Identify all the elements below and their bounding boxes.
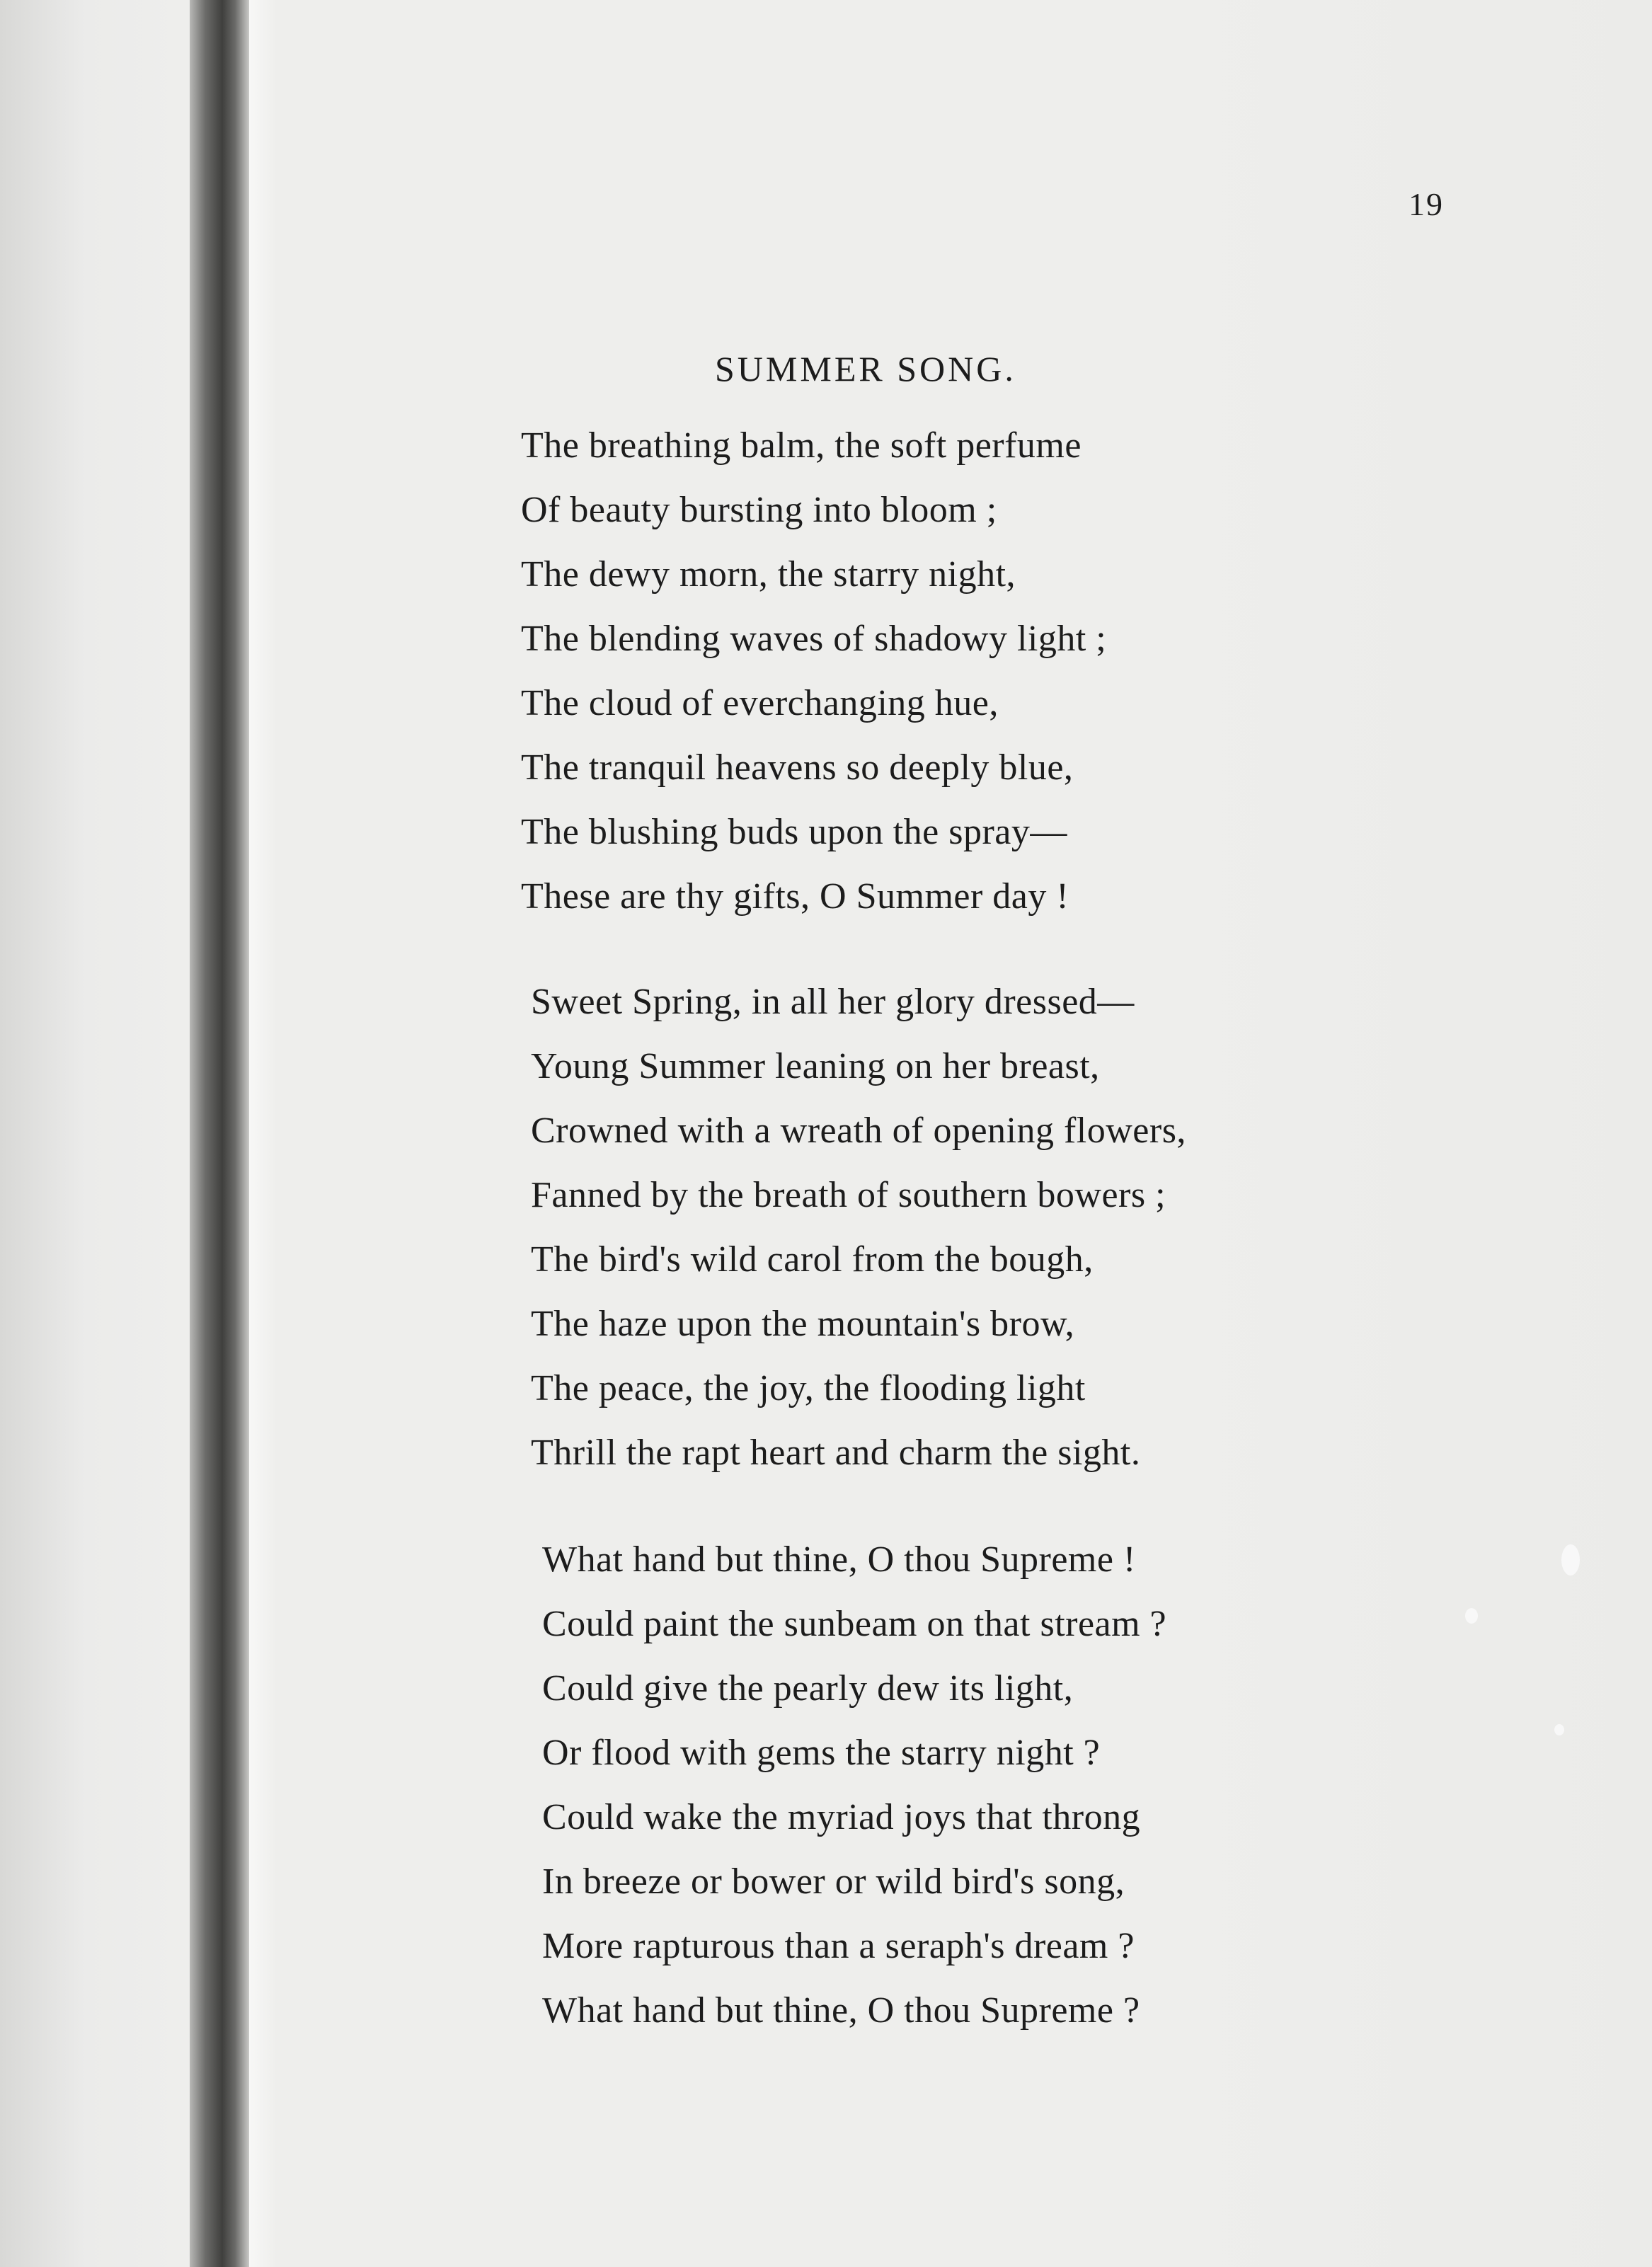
poem-line: What hand but thine, O thou Supreme ! — [542, 1539, 1136, 1580]
poem-line: Sweet Spring, in all her glory dressed— — [531, 982, 1135, 1022]
poem-line: Could paint the sunbeam on that stream ? — [542, 1604, 1167, 1644]
dust-speck — [1561, 1544, 1580, 1576]
binding-highlight — [249, 0, 277, 2267]
poem-line: Thrill the rapt heart and charm the sight. — [531, 1433, 1141, 1473]
poem-line: The blending waves of shadowy light ; — [521, 619, 1107, 659]
poem-line: Or flood with gems the starry night ? — [542, 1733, 1101, 1773]
poem-line: More rapturous than a seraph's dream ? — [542, 1926, 1135, 1966]
poem-line: Crowned with a wreath of opening flowers, — [531, 1110, 1186, 1151]
poem-line: The haze upon the mountain's brow, — [531, 1304, 1075, 1344]
poem-line: Young Summer leaning on her breast, — [531, 1046, 1100, 1086]
poem-title: SUMMER SONG. — [715, 349, 1016, 389]
poem-line: The breathing balm, the soft perfume — [521, 425, 1082, 466]
poem-stanza — [531, 970, 1186, 1485]
poem-line: Of beauty bursting into bloom ; — [521, 490, 997, 530]
poem-stanza — [521, 413, 1106, 929]
book-binding-shadow — [190, 0, 249, 2267]
dust-speck — [1465, 1608, 1478, 1624]
poem-stanza — [542, 1527, 1166, 2043]
poem-line: Could give the pearly dew its light, — [542, 1668, 1074, 1709]
poem-line: What hand but thine, O thou Supreme ? — [542, 1990, 1140, 2031]
poem-line: Fanned by the breath of southern bowers ; — [531, 1175, 1166, 1215]
poem-line: The peace, the joy, the flooding light — [531, 1368, 1086, 1408]
poem-line: Could wake the myriad joys that throng — [542, 1797, 1141, 1837]
poem-line: The bird's wild carol from the bough, — [531, 1239, 1094, 1280]
poem-line: The cloud of everchanging hue, — [521, 683, 999, 723]
poem-line: The dewy morn, the starry night, — [521, 554, 1016, 595]
poem-line: These are thy gifts, O Summer day ! — [521, 876, 1069, 917]
page-number: 19 — [1409, 186, 1444, 222]
dust-speck — [1554, 1724, 1564, 1735]
poem-line: The tranquil heavens so deeply blue, — [521, 747, 1074, 788]
poem-line: The blushing buds upon the spray— — [521, 812, 1067, 852]
poem-line: In breeze or bower or wild bird's song, — [542, 1861, 1125, 1902]
